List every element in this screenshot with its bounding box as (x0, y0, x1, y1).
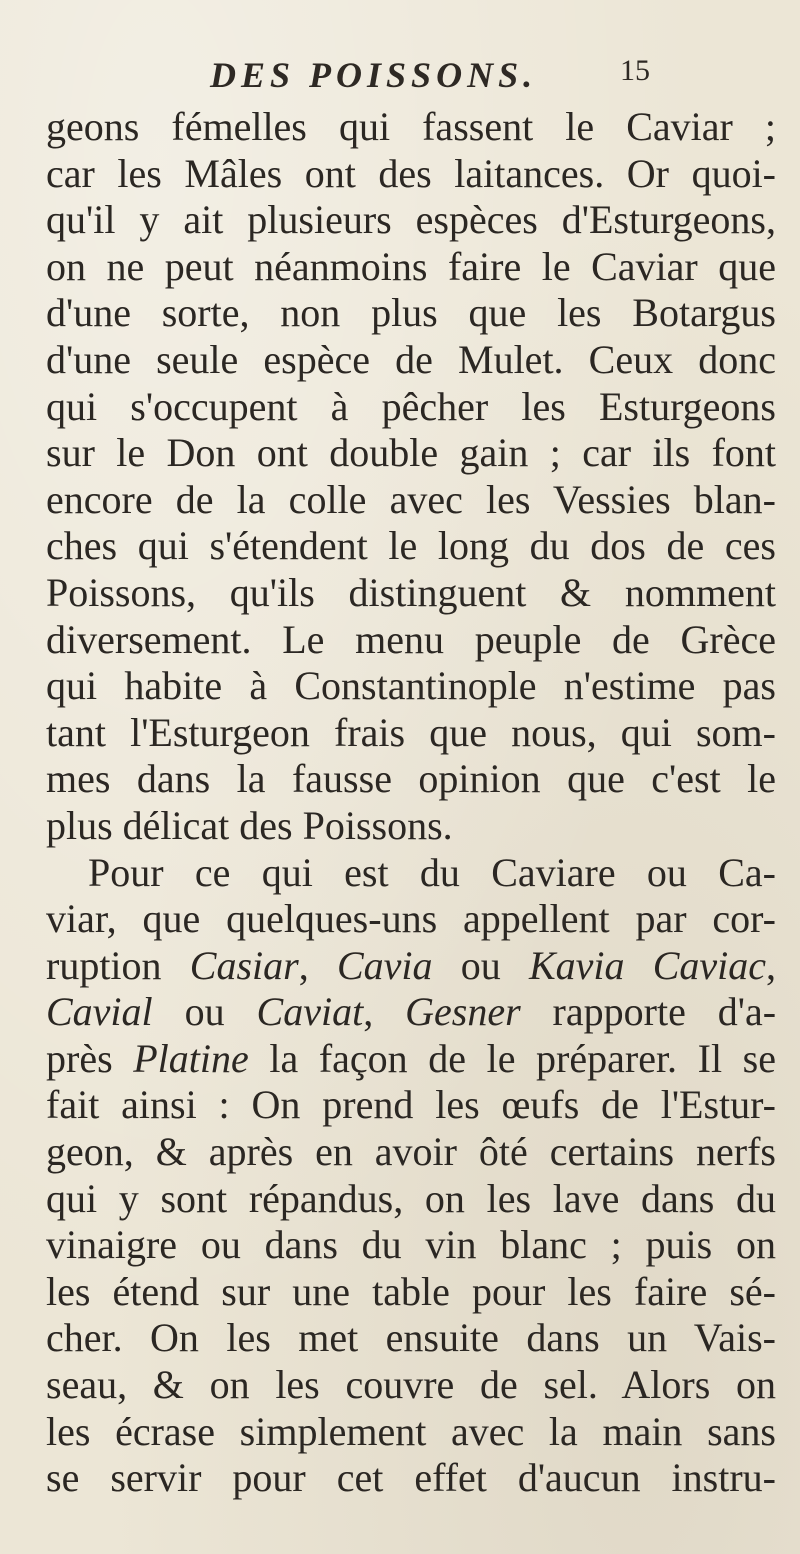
text-segment: geon, & après en avoir ôté certains nerfs (46, 1129, 776, 1175)
text-segment: , (298, 942, 337, 988)
text-line (46, 290, 776, 337)
body-text (46, 104, 776, 1502)
text-segment: diversement. Le menu peuple de Grèce (46, 616, 776, 662)
text-segment: d'une seule espèce de Mulet. Ceux donc (46, 336, 776, 382)
text-line (46, 104, 776, 151)
text-segment: geons fémelles qui fassent le Caviar ; (46, 104, 776, 149)
text-segment: encore de la colle avec les Vessies blan- (46, 476, 776, 522)
text-line (46, 756, 776, 803)
text-segment: d'une sorte, non plus que les Botargus (46, 290, 776, 336)
text-segment: la façon de le préparer. Il se (248, 1035, 776, 1081)
text-line (46, 384, 776, 431)
text-segment: qui s'occupent à pêcher les Esturgeons (46, 383, 776, 429)
text-line (46, 523, 776, 570)
text-segment: vinaigre ou dans du vin blanc ; puis on (46, 1222, 776, 1268)
text-line (46, 1036, 776, 1083)
text-segment: sur le Don ont double gain ; car ils font (46, 430, 776, 476)
text-line (46, 197, 776, 244)
text-segment: qui habite à Constantinople n'estime pas (46, 663, 776, 709)
text-segment: on ne peut néanmoins faire le Caviar que (46, 243, 776, 289)
page-number: 15 (620, 54, 650, 87)
text-line (46, 1222, 776, 1269)
text-line (46, 850, 776, 897)
text-segment: qui y sont répandus, on les lave dans du (46, 1175, 776, 1221)
text-line (46, 477, 776, 524)
text-line (46, 151, 776, 198)
text-line (46, 337, 776, 384)
page-header (210, 54, 650, 94)
text-line (46, 1082, 776, 1129)
text-line (46, 710, 776, 757)
text-line (46, 1315, 776, 1362)
text-line (46, 617, 776, 664)
text-segment: viar, que quelques-uns appellent par cor- (46, 896, 776, 942)
text-segment: se servir pour cet effet d'aucun instru- (46, 1455, 776, 1501)
text-line (46, 430, 776, 477)
text-line (46, 1455, 776, 1502)
text-line (46, 1129, 776, 1176)
text-segment: , (363, 989, 406, 1035)
text-segment: cher. On les met ensuite dans un Vais- (46, 1315, 776, 1361)
text-segment: près (46, 1035, 134, 1081)
text-line (46, 803, 776, 850)
italic-text: Cavia (336, 942, 433, 988)
text-segment: seau, & on les couvre de sel. Alors on (46, 1362, 776, 1408)
text-segment: Poissons, qu'ils distinguent & nomment (46, 569, 776, 615)
text-segment: ches qui s'étendent le long du dos de ces (46, 523, 776, 569)
text-line (46, 570, 776, 617)
text-line (46, 1409, 776, 1456)
text-segment: ruption (46, 942, 190, 988)
italic-text: Platine (133, 1035, 249, 1081)
italic-text: Kavia Caviac (528, 942, 767, 988)
text-segment: tant l'Esturgeon frais que nous, qui som- (46, 709, 776, 755)
text-line (46, 663, 776, 710)
text-segment: ou (432, 942, 529, 988)
text-segment: Pour ce qui est du Caviare ou Ca- (88, 849, 776, 895)
text-segment: ou (152, 989, 257, 1035)
running-head: DES POISSONS. (210, 55, 538, 95)
text-segment: les écrase simplement avec la main sans (46, 1408, 776, 1454)
text-line (46, 1176, 776, 1223)
text-line (46, 1269, 776, 1316)
text-segment: rapporte d'a- (520, 989, 776, 1035)
text-segment: mes dans la fausse opinion que c'est le (46, 756, 776, 802)
italic-text: Gesner (405, 989, 521, 1035)
text-segment: , (766, 942, 776, 988)
text-line (46, 244, 776, 291)
text-line (46, 896, 776, 943)
text-line (46, 1362, 776, 1409)
italic-text: Cavial (46, 989, 153, 1035)
italic-text: Caviat (256, 989, 364, 1035)
text-line (46, 943, 776, 990)
text-segment: qu'il y ait plusieurs espèces d'Esturgeons, (46, 197, 776, 243)
text-line (46, 989, 776, 1036)
text-segment: les étend sur une table pour les faire sé- (46, 1268, 776, 1314)
text-segment: plus délicat des Poissons. (46, 802, 453, 848)
italic-text: Casiar (189, 942, 299, 988)
text-segment: car les Mâles ont des laitances. Or quoi- (46, 150, 776, 196)
text-segment: fait ainsi : On prend les œufs de l'Estur- (46, 1082, 776, 1128)
